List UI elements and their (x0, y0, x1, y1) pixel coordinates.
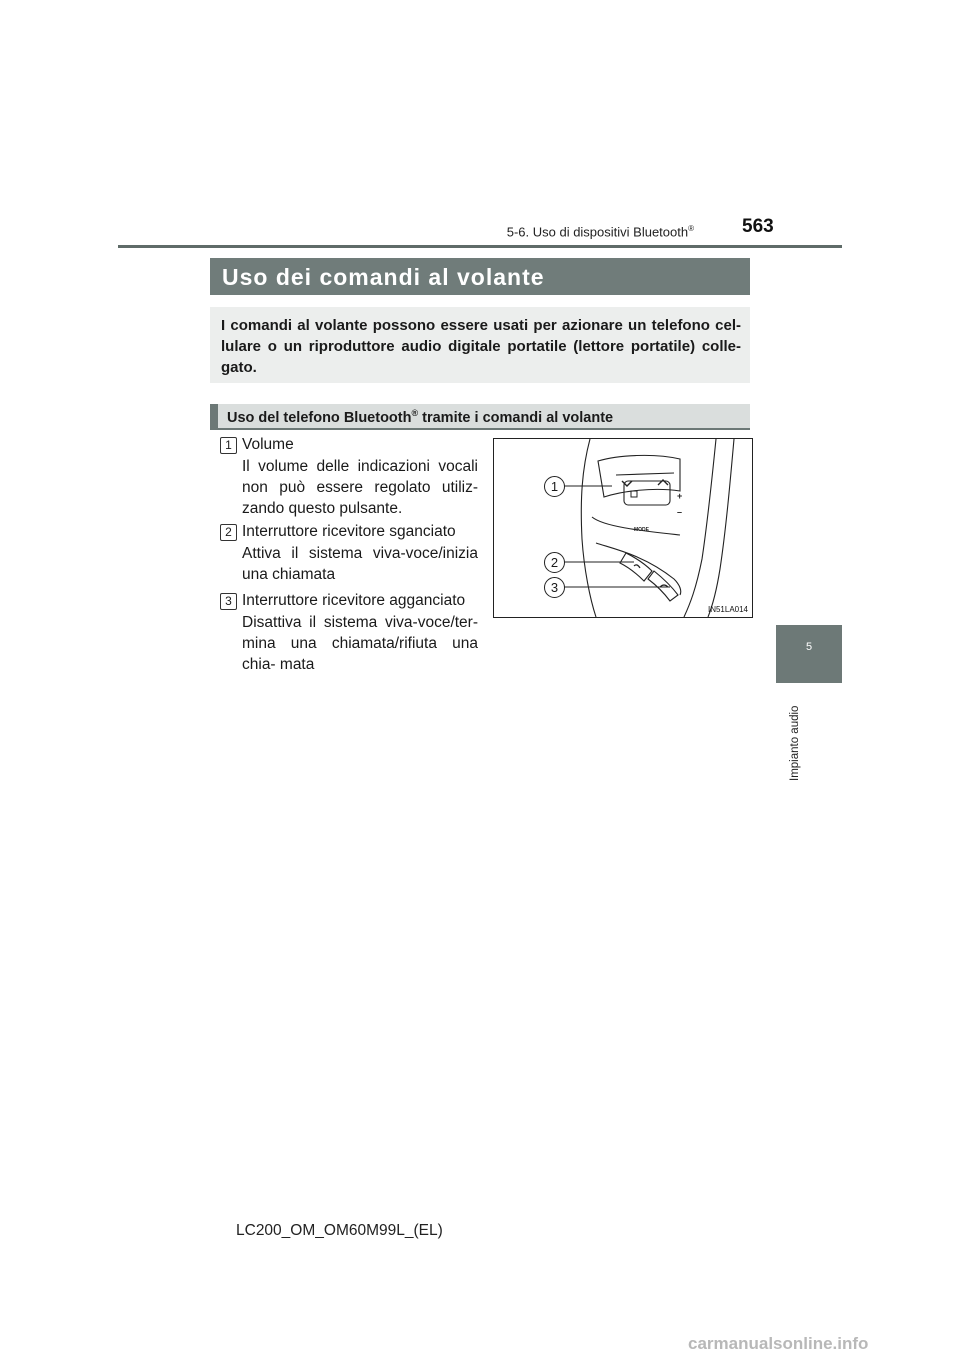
switch-panel (598, 455, 680, 497)
wheel-rim-outer (708, 439, 734, 617)
footer-code: LC200_OM_OM60M99L_(EL) (236, 1222, 443, 1239)
switch-divider (616, 473, 674, 475)
mode-label: MODE (634, 527, 649, 533)
page-title-bar (210, 258, 750, 295)
section-header-text: 5-6. Uso di dispositivi Bluetooth (506, 224, 689, 240)
wheel-rim-inner (684, 439, 716, 617)
page-number: 563 (742, 216, 774, 237)
item-title: Volume (242, 436, 294, 453)
subheading (227, 408, 613, 426)
item-number-badge: 3 (220, 593, 237, 610)
off-hook-button (620, 553, 652, 581)
phone-off-hook-icon (634, 565, 640, 568)
subheading-prefix: Uso del telefono Bluetooth (227, 409, 412, 426)
section-header (507, 224, 694, 239)
item-title: Interruttore ricevitore agganciato (242, 592, 466, 609)
callout-2: 2 (544, 552, 565, 573)
callout-3: 3 (544, 577, 565, 598)
intro-text: I comandi al volante possono essere usati per azionare un telefono cel- lulare o un riproduttore audio digitale portatile (lettore portatile) colle- gato. (221, 317, 741, 376)
list-item-on-hook-switch (220, 593, 478, 678)
chapter-label (787, 693, 805, 793)
wheel-spoke-edge (581, 439, 596, 617)
page-title: Uso dei comandi al volante (222, 264, 545, 290)
item-description: Attiva il sistema viva-voce/inizia una chiamata (242, 545, 478, 583)
on-hook-button (648, 571, 678, 601)
item-number-badge: 1 (220, 437, 237, 454)
item-title: Interruttore ricevitore sganciato (242, 523, 456, 540)
figure-code: IN51LA014 (707, 605, 748, 614)
item-description: Il volume delle indicazioni vocali non può essere regolato utiliz- zando questo pulsante. (242, 458, 478, 517)
chapter-tab (776, 625, 842, 683)
subheading-suffix: tramite i comandi al volante (418, 409, 614, 426)
steering-wheel-illustration (494, 439, 752, 617)
plus-label: + (677, 491, 683, 501)
item-description: Disattiva il sistema viva-voce/ter- mina una chiamata/rifiuta una chia- mata (242, 614, 478, 673)
steering-wheel-figure (493, 438, 753, 618)
subheading-registered-mark: ® (411, 408, 419, 418)
registered-mark: ® (688, 224, 694, 233)
intro-box (210, 307, 750, 383)
chapter-number: 5 (805, 641, 813, 653)
subheading-accent (210, 404, 218, 430)
item-number-badge: 2 (220, 524, 237, 541)
watermark: carmanualsonline.info (688, 1334, 869, 1353)
chapter-label-text: Impianto audio (789, 705, 801, 781)
minus-label: – (677, 507, 683, 517)
subheading-bar (210, 404, 750, 430)
list-item-volume (220, 437, 478, 522)
speaker-icon (631, 491, 637, 497)
callout-1: 1 (544, 476, 565, 497)
header-divider (118, 245, 842, 248)
list-item-off-hook-switch (220, 524, 478, 588)
